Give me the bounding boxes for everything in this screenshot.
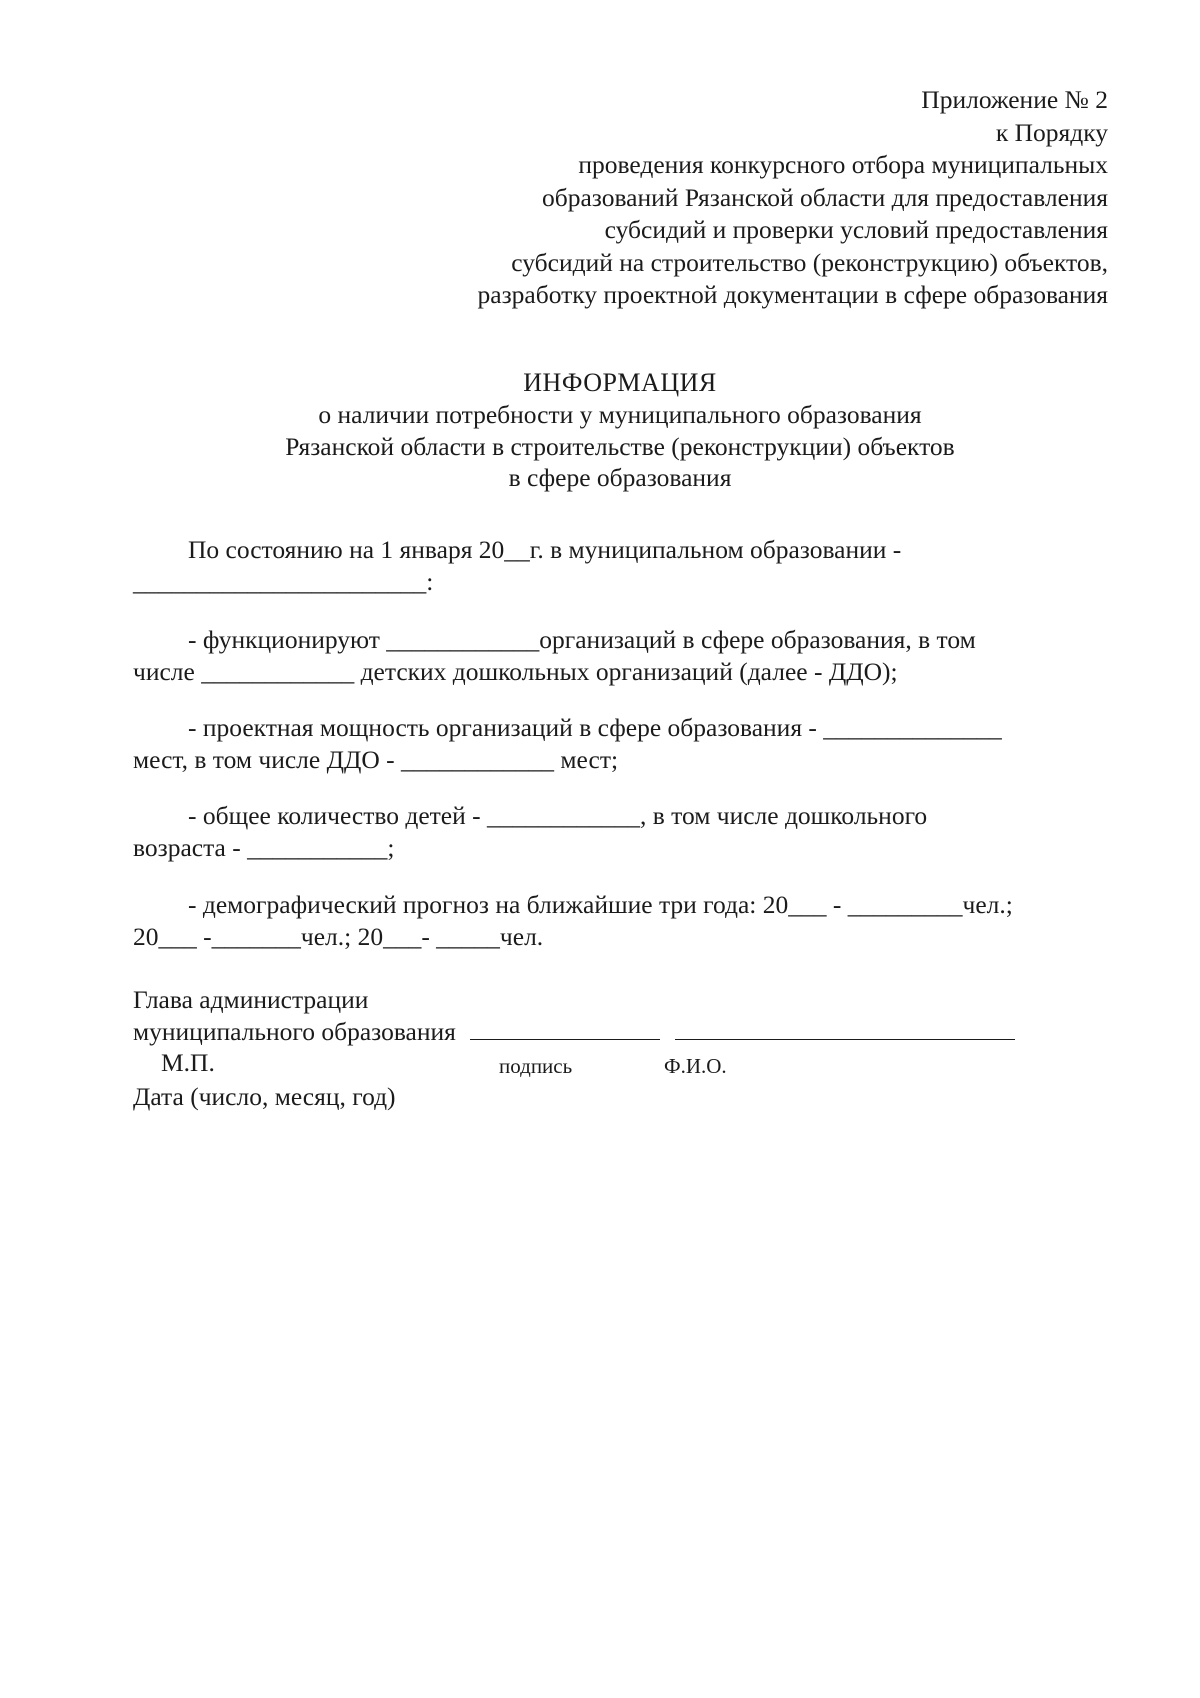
- paragraph-line: _______________________:: [133, 566, 434, 596]
- signatory-row: [133, 1016, 1108, 1048]
- paragraph-children: [133, 800, 1108, 863]
- paragraph-line: - функционируют ____________организаций в сфере образования, в том: [188, 625, 976, 654]
- fio-line: [675, 1017, 1015, 1040]
- paragraph-capacity: [133, 712, 1108, 775]
- document-subtitle-line: Рязанской области в строительстве (реконструкции) объектов: [285, 431, 955, 461]
- appendix-line: разработку проектной документации в сфере образования: [477, 280, 1108, 309]
- document-title-block: [120, 367, 1120, 494]
- paragraph-line: мест, в том числе ДДО - ____________ мест;: [133, 744, 619, 774]
- paragraph-functioning: [133, 624, 1108, 687]
- appendix-line: Приложение № 2: [921, 85, 1108, 114]
- fio-caption: Ф.И.О.: [664, 1054, 727, 1078]
- date-label: Дата (число, месяц, год): [133, 1082, 396, 1111]
- paragraph-line: возраста - ___________;: [133, 832, 395, 862]
- signature-caption: подпись: [499, 1054, 573, 1078]
- paragraph-state: [133, 534, 1108, 597]
- appendix-line: субсидий и проверки условий предоставления: [604, 215, 1108, 244]
- paragraph-line: По состоянию на 1 января 20__г. в муниципальном образовании -: [188, 535, 902, 564]
- signature-line: [470, 1017, 660, 1040]
- caption-row: [133, 1047, 1108, 1081]
- appendix-line: субсидий на строительство (реконструкцию) объектов,: [511, 247, 1108, 277]
- signatory-title: Глава администрации: [133, 985, 369, 1014]
- appendix-line: образований Рязанской области для предоставления: [542, 182, 1108, 212]
- paragraph-line: числе ____________ детских дошкольных организаций (далее - ДДО);: [133, 656, 898, 686]
- appendix-header: [408, 84, 1108, 312]
- paragraph-line: 20___ -_______чел.; 20___- _____чел.: [133, 921, 544, 951]
- paragraph-line: - общее количество детей - ____________, в том числе дошкольного: [188, 801, 928, 830]
- document-subtitle-line: о наличии потребности у муниципального образования: [318, 400, 922, 429]
- signatory-org: муниципального образования: [133, 1016, 456, 1046]
- paragraph-line: - демографический прогноз на ближайшие три года: 20___ - _________чел.;: [188, 890, 1013, 919]
- paragraph-line: - проектная мощность организаций в сфере образования - ______________: [188, 713, 1002, 742]
- signature-block: [133, 984, 1108, 1113]
- paragraph-demography: [133, 889, 1108, 952]
- document-subtitle-line: в сфере образования: [508, 463, 732, 492]
- document-title: ИНФОРМАЦИЯ: [523, 368, 717, 397]
- appendix-line: проведения конкурсного отбора муниципальных: [578, 150, 1108, 179]
- stamp-label: М.П.: [161, 1048, 215, 1077]
- appendix-line: к Порядку: [995, 117, 1108, 147]
